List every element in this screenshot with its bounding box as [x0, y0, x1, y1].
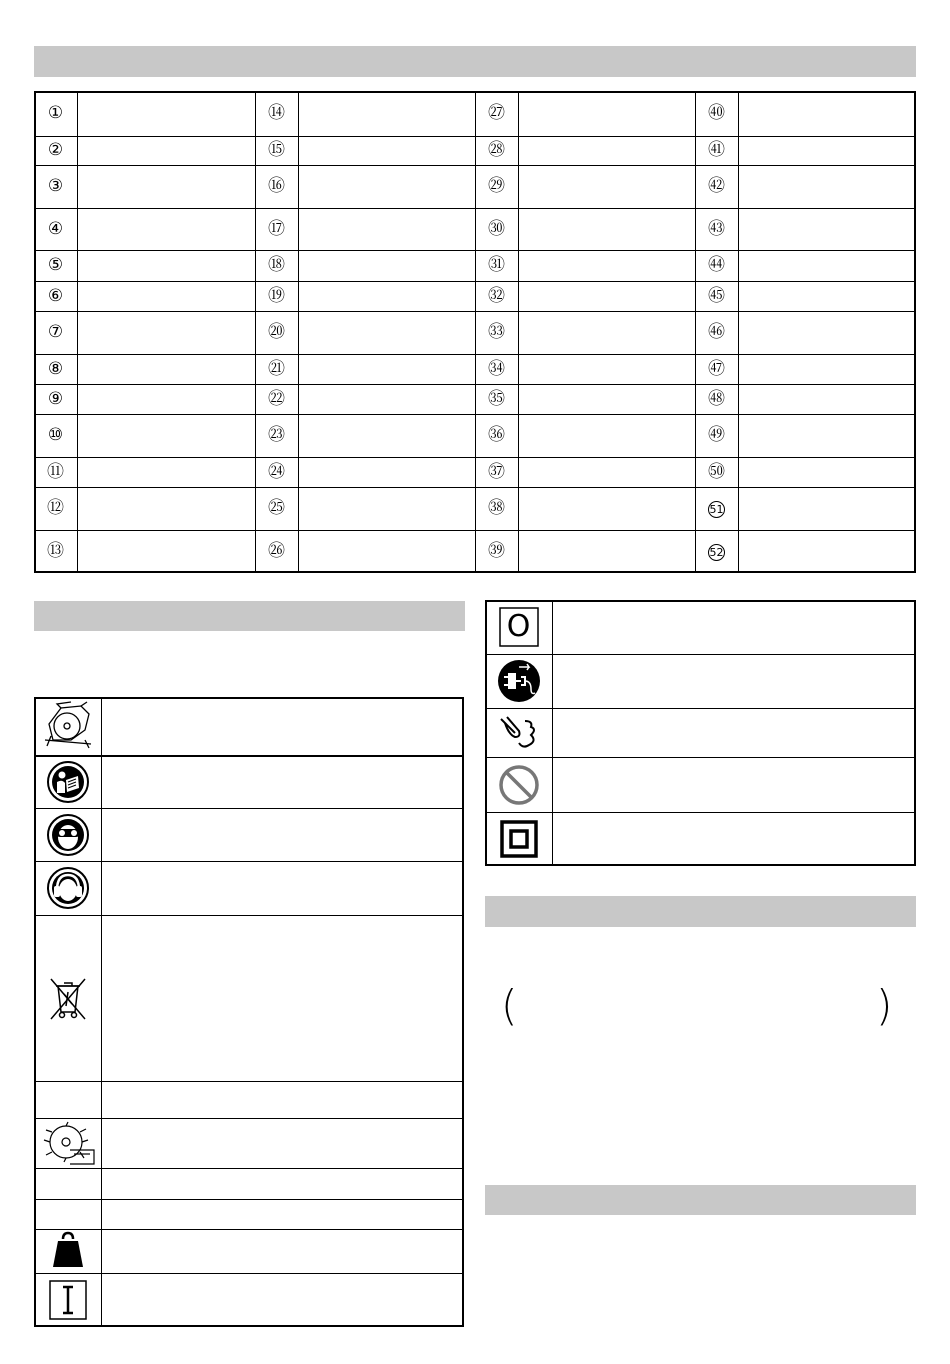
section-header-bar-right-1: [485, 896, 916, 927]
close-parenthesis: ): [876, 981, 893, 1030]
symbols-row-divider: [34, 1081, 464, 1082]
part-number: ④: [47, 218, 64, 239]
part-number: ㉟: [488, 388, 505, 409]
part-number: ㊾: [708, 425, 725, 445]
part-number: ㉛: [488, 255, 505, 275]
part-number: ㉓: [268, 425, 285, 445]
section-header-bar-right-2: [485, 1185, 916, 1215]
part-number: 52: [709, 545, 724, 559]
circular-saw-icon: [34, 697, 101, 755]
part-number: ㉔: [268, 461, 285, 482]
part-number: ⑤: [47, 255, 64, 275]
symbols-icon-divider: [101, 697, 102, 1327]
part-number: ㊻: [708, 322, 725, 342]
part-number: 51: [709, 502, 724, 516]
part-number: ⑫: [47, 498, 64, 518]
eye-protection-icon: [34, 808, 101, 861]
part-number: ㉕: [268, 498, 285, 518]
read-manual-icon: [34, 755, 101, 808]
part-number: ㊸: [708, 218, 725, 239]
crossed-out-bin-icon: [34, 915, 101, 1081]
part-number: ㉗: [488, 103, 505, 123]
part-number: ㊵: [708, 103, 725, 123]
section-header-bar-symbols: [34, 601, 465, 631]
part-number: ㉜: [488, 285, 505, 306]
part-number: ㊹: [708, 255, 725, 275]
prohibited-icon: [485, 757, 552, 812]
part-number: ㊼: [708, 358, 725, 379]
part-number: ㊺: [708, 285, 725, 306]
parts-num-divider: [77, 91, 78, 573]
ear-protection-icon: [34, 861, 101, 915]
part-number: ㉙: [488, 176, 505, 196]
part-number: ⑬: [47, 541, 64, 561]
part-number: ㊳: [488, 498, 505, 518]
part-number: ⑱: [268, 255, 285, 275]
part-number: ㊱: [488, 425, 505, 445]
symbols-row-divider: [34, 1199, 464, 1200]
part-number: ㊶: [708, 140, 725, 160]
symbols-row-divider: [34, 1168, 464, 1169]
switch-off-glyph: O: [506, 609, 531, 644]
switch-off-icon: [485, 600, 552, 654]
part-number: ⑭: [268, 103, 285, 123]
cord-length-icon: [34, 1273, 101, 1327]
part-number: ⑪: [47, 461, 64, 482]
part-number: ⑲: [268, 285, 285, 306]
part-number: ③: [47, 176, 64, 196]
part-number: ㉝: [488, 322, 505, 342]
part-number: ⑨: [47, 388, 64, 409]
part-number: ①: [47, 103, 64, 123]
parts-num-divider: [298, 91, 299, 573]
part-number: ㊷: [708, 176, 725, 196]
part-number: ㊽: [708, 388, 725, 409]
part-number: ㊲: [488, 461, 505, 482]
part-number: ②: [47, 140, 64, 160]
part-number: ⑳: [268, 322, 285, 342]
saw-blade-icon: [34, 1118, 101, 1168]
part-number: ㉑: [268, 358, 285, 379]
part-number: ⑩: [47, 425, 64, 445]
part-number: ⑰: [268, 218, 285, 239]
section-header-bar-parts: [34, 46, 916, 77]
part-number: ⑧: [47, 358, 64, 379]
dust-hazard-icon: [485, 708, 552, 757]
part-number: ⑦: [47, 322, 64, 342]
part-number: ㉖: [268, 541, 285, 561]
symbols-icon-divider: [552, 600, 553, 866]
part-number: ㊿: [708, 461, 725, 482]
part-number: ㊴: [488, 541, 505, 561]
part-number: ⑮: [268, 140, 285, 160]
double-insulation-icon: [485, 812, 552, 866]
part-number: ⑥: [47, 285, 64, 306]
weight-icon: [34, 1229, 101, 1273]
part-number: ㉞: [488, 358, 505, 379]
parts-num-divider: [518, 91, 519, 573]
unplug-icon: [485, 654, 552, 708]
part-number: ㉘: [488, 140, 505, 160]
open-parenthesis: (: [501, 981, 518, 1030]
part-number: ㉒: [268, 388, 285, 409]
parts-num-divider: [738, 91, 739, 573]
part-number: ㉚: [488, 218, 505, 239]
part-number: ⑯: [268, 176, 285, 196]
